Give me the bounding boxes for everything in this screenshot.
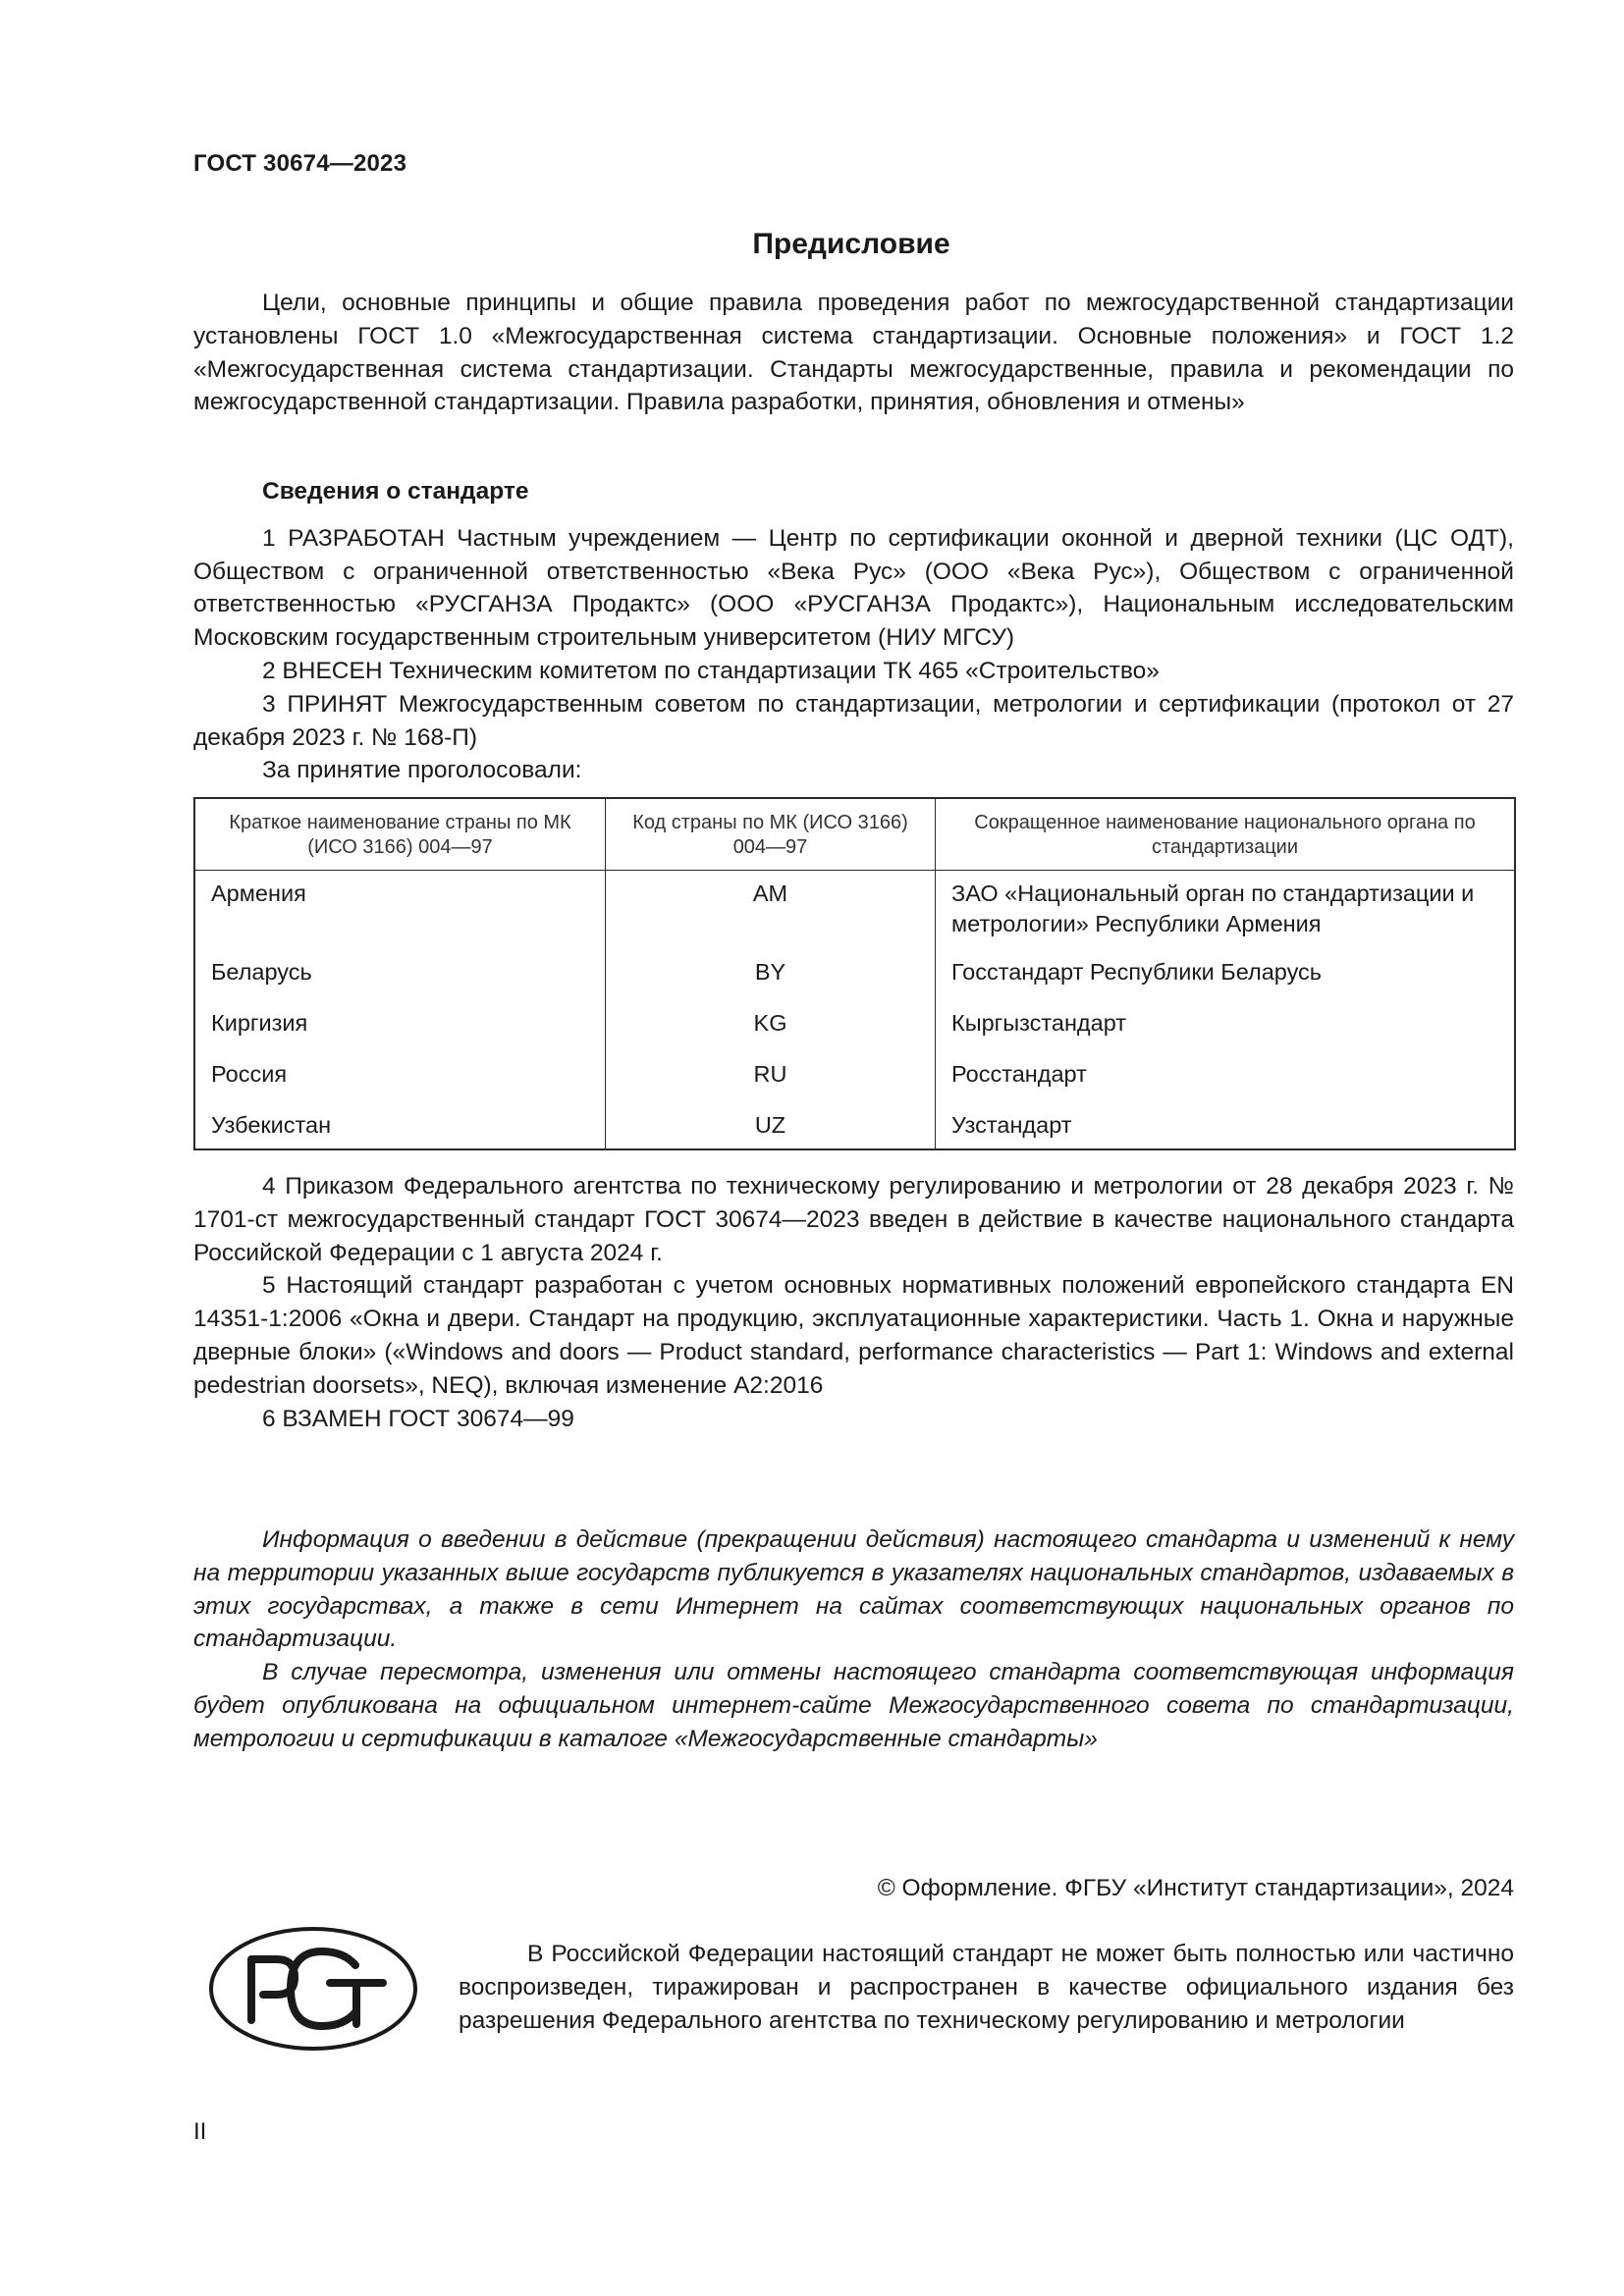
standard-info-section (193, 475, 1514, 787)
document-code-header: ГОСТ 30674—2023 (193, 150, 407, 177)
body-cell: ЗАО «Национальный орган по стандартизации и метрологии» Республики Армения (936, 871, 1516, 956)
column-header-body: Сокращенное наименование национального органа по стандартизации (936, 798, 1516, 871)
copyright-line: © Оформление. ФГБУ «Институт стандартизации», 2024 (877, 1875, 1514, 1901)
table-row (194, 955, 1515, 1006)
page-number: II (193, 2118, 207, 2145)
column-header-code: Код страны по МК (ИСО 3166) 004—97 (606, 798, 936, 871)
copyright-notice (459, 1938, 1514, 2037)
enactment-item: 6 ВЗАМЕН ГОСТ 30674—99 (262, 1405, 574, 1432)
standard-info-item: 3 ПРИНЯТ Межгосударственным советом по стандартизации, метрологии и сертификации (протокол от 27 декабря 2023 г. № 168-П) (193, 690, 1514, 751)
table-row (194, 1057, 1515, 1108)
body-cell: Кыргызстандарт (936, 1006, 1516, 1057)
standard-info-item: 2 ВНЕСЕН Техническим комитетом по стандартизации ТК 465 «Строительство» (262, 657, 1160, 684)
standard-info-item: За принятие проголосовали: (262, 757, 582, 784)
voting-countries-table (193, 797, 1516, 1150)
body-cell: Узстандарт (936, 1108, 1516, 1149)
body-cell: Росстандарт (936, 1057, 1516, 1108)
publication-info-paragraph: В случае пересмотра, изменения или отмены настоящего стандарта соответствующая информация будет опубликована на официальном интернет-сайте Межгосударственного совета по стандартизации, метрологии и сертификации в каталоге «Межгосударственные стандарты» (193, 1659, 1514, 1752)
intro-paragraph: Цели, основные принципы и общие правила проведения работ по межгосударственной стандартизации установлены ГОСТ 1.0 «Межгосударственная система стандартизации. Основные положения» и ГОСТ 1.2 «Межгосударственная система стандартизации. Стандарты межгосударственные, правила и рекомендации по межгосударственной стандартизации. Правила разработки, принятия, обновления и отмены» (193, 290, 1514, 416)
country-cell: Узбекистан (194, 1108, 606, 1149)
standard-info-heading: Сведения о стандарте (262, 478, 529, 505)
body-cell: Госстандарт Республики Беларусь (936, 955, 1516, 1006)
code-cell: KG (606, 1006, 936, 1057)
rst-logo-icon (208, 1926, 418, 2052)
code-cell: RU (606, 1057, 936, 1108)
enactment-section (193, 1170, 1514, 1435)
table-header-row (194, 798, 1515, 871)
code-cell: AM (606, 871, 936, 956)
table-row (194, 871, 1515, 956)
country-cell: Россия (194, 1057, 606, 1108)
table-row (194, 1006, 1515, 1057)
standard-info-item: 1 РАЗРАБОТАН Частным учреждением — Центр по сертификации оконной и дверной техники (ЦС ОДТ), Обществом с ограниченной ответственностью «Века Рус» (ООО «Века Рус»), Обществом с ограниченной ответственностью «РУСГАНЗА Продактс» (ООО «РУСГАНЗА Продактс»), Национальным исследовательским Московским государственным строительным университетом (НИУ МГСУ) (193, 524, 1514, 652)
enactment-item: 5 Настоящий стандарт разработан с учетом основных нормативных положений европейского стандарта EN 14351-1:2006 «Окна и двери. Стандарт на продукцию, эксплуатационные характеристики. Часть 1. Окна и наружные дверные блоки» («Windows and doors — Product standard, performance characteristics — Part 1: Windows and external pedestrian doorsets», NEQ), включая изменение A2:2016 (193, 1272, 1514, 1399)
country-cell: Киргизия (194, 1006, 606, 1057)
publication-info-paragraph: Информация о введении в действие (прекращении действия) настоящего стандарта и изменений к нему на территории указанных выше государств публикуется в указателях национальных стандартов, издаваемых в этих государствах, а также в сети Интернет на сайтах соответствующих национальных органов по стандартизации. (193, 1526, 1514, 1653)
code-cell: BY (606, 955, 936, 1006)
page-title: Предисловие (752, 228, 950, 260)
copyright-notice-text: В Российской Федерации настоящий стандарт не может быть полностью или частично воспроизведен, тиражирован и распространен в качестве официального издания без разрешения Федерального агентства по техническому регулированию и метрологии (459, 1941, 1514, 2034)
publication-info-section (193, 1523, 1514, 1756)
column-header-country: Краткое наименование страны по МК (ИСО 3166) 004—97 (194, 798, 606, 871)
country-cell: Армения (194, 871, 606, 956)
intro-section (193, 287, 1514, 419)
enactment-item: 4 Приказом Федерального агентства по техническому регулированию и метрологии от 28 декабря 2023 г. № 1701-ст межгосударственный стандарт ГОСТ 30674—2023 введен в действие в качестве национального стандарта Российской Федерации с 1 августа 2024 г. (193, 1173, 1514, 1266)
table-row (194, 1108, 1515, 1149)
country-cell: Беларусь (194, 955, 606, 1006)
code-cell: UZ (606, 1108, 936, 1149)
